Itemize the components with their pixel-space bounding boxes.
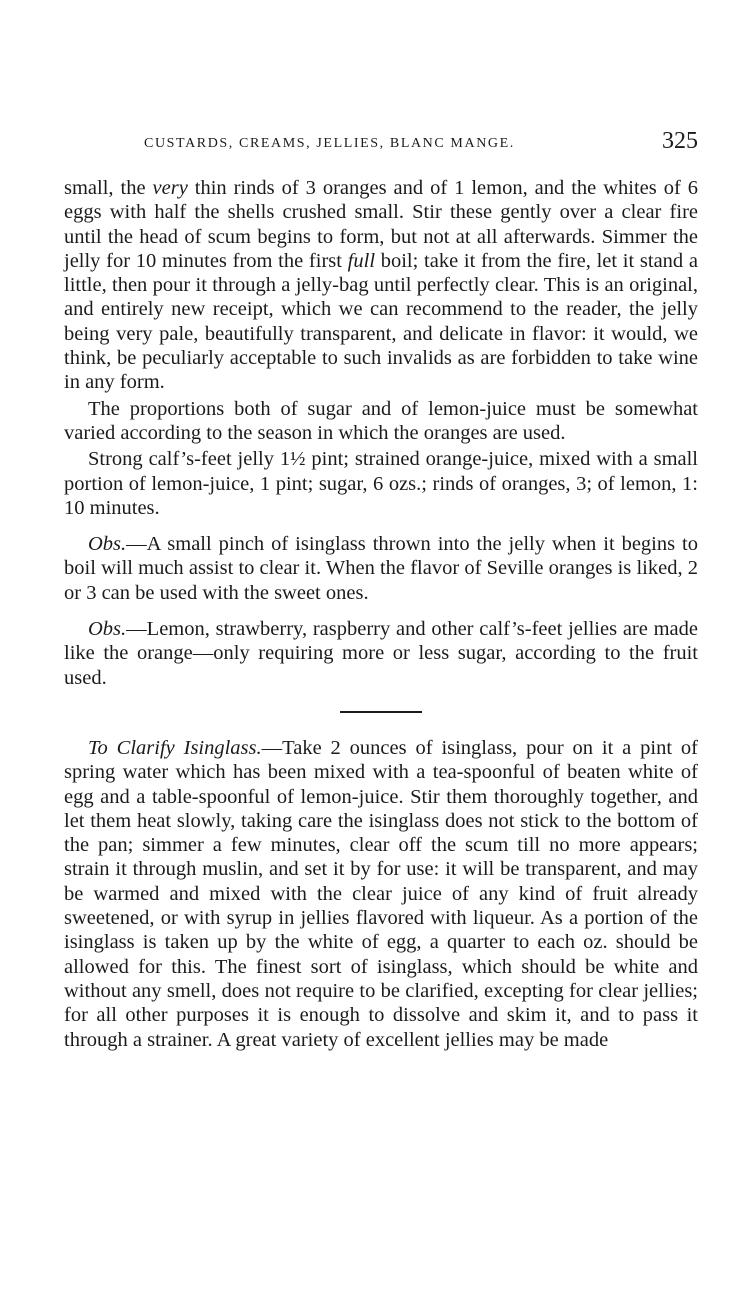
paragraph-clarify-isinglass: [64, 736, 698, 1052]
obs-label: Obs.: [88, 618, 127, 641]
text-run: small, the: [64, 177, 153, 199]
paragraph-continuation: [64, 176, 698, 395]
body-text: [64, 176, 698, 1052]
text-run: —A small pinch of isinglass thrown into the jelly when it begins to boil will much assist to clear it. When the flavor of Seville oranges is liked, 2 or 3 can be used with the sweet ones.: [64, 533, 698, 604]
text-run: boil; take it from the fire, let it stand a little, then pour it through a jelly-bag until perfectly clear. This is an original, and entirely new receipt, which we can recommend to the reader, the jelly being very pale, beautifully transparent, and delicate in flavor: it would, we think, be peculiarly acceptable to such invalids as are forbidden to take wine in any form.: [64, 249, 698, 394]
paragraph-recipe-summary: [64, 447, 698, 520]
recipe-title: To Clarify Isinglass.: [88, 736, 262, 759]
text-run: Strong calf’s-feet jelly 1: [88, 448, 291, 471]
emphasis-full: full: [347, 249, 376, 272]
emphasis-very: very: [152, 177, 188, 199]
paragraph-observation-1: [64, 532, 698, 605]
paragraph-observation-2: [64, 617, 698, 690]
running-title: CUSTARDS, CREAMS, JELLIES, BLANC MANGE.: [144, 136, 515, 151]
page-header: [64, 128, 698, 158]
section-divider: [340, 711, 422, 713]
text-run: pint; strained orange-juice, mixed with a small portion of lemon-juice, 1 pint; sugar, 6 ozs.; rinds of oranges, 3; of lemon, 1: 10 minutes.: [64, 448, 698, 519]
text-run: thin rinds of 3 oranges and of 1 lemon, and the whites of 6 eggs with half the shells crushed small. Stir these gently over a clear fire until the head of scum begins to form, but not at all afterwards. Simmer the jelly for 10 minutes from the first: [64, 177, 698, 272]
paragraph-proportions: The proportions both of sugar and of lemon-juice must be somewhat varied according to the season in which the oranges are used.: [64, 397, 698, 444]
fraction: ½: [290, 448, 306, 471]
text-run: —Take 2 ounces of isinglass, pour on it a pint of spring water which has been mixed with a tea-spoonful of beaten white of egg and a table-spoonful of lemon-juice. Stir them thoroughly together, and let them heat slowly, taking care the isinglass does not stick to the bottom of the pan; simmer a few minutes, clear off the scum till no more appears; strain it through muslin, and set it by for use: it will be transparent, and may be warmed and mixed with the clear juice of any kind of fruit already sweetened, or with syrup in jellies flavored with liqueur. As a portion of the isinglass is taken up by the white of egg, a quarter to each oz. should be allowed for this. The finest sort of isinglass, which should be white and without any smell, does not require to be clarified, excepting for clear jellies; for all other purposes it is enough to dissolve and skim it, and to pass it through a strainer. A great variety of excellent jellies may be made: [64, 736, 698, 1051]
text-run: —Lemon, strawberry, raspberry and other calf’s-feet jellies are made like the orange—only requiring more or less sugar, according to the fruit used.: [64, 618, 698, 689]
obs-label: Obs.: [88, 533, 127, 556]
page-number: 325: [662, 128, 698, 154]
